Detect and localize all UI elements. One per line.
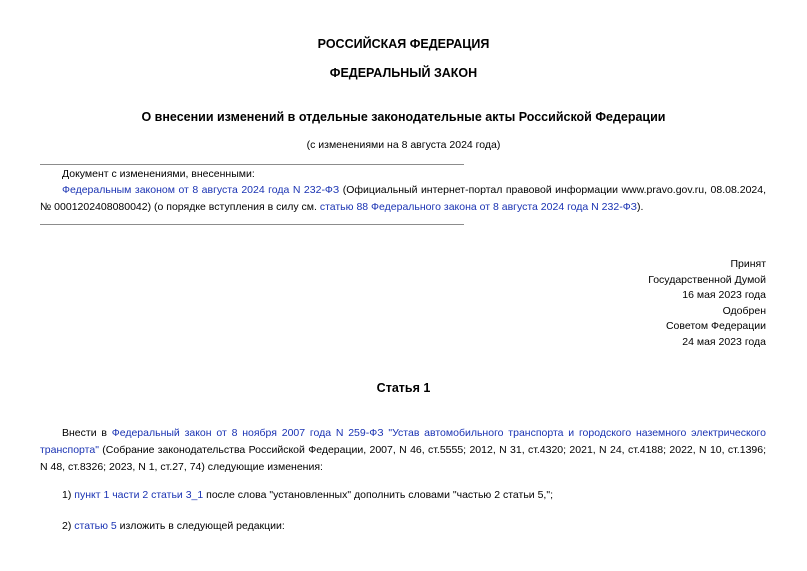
adopted-by: Государственной Думой	[648, 273, 766, 286]
adoption-block	[540, 257, 766, 350]
item-1-text: после слова "установленных" дополнить словами "частью 2 статьи 5,";	[203, 489, 553, 501]
article-item-2	[40, 518, 766, 535]
amending-law-source: (Официальный интернет-портал правовой информации www.pravo.gov.ru, 08.08.2024, № 0001202408080042) (о порядке вступления в силу см.	[40, 184, 766, 213]
approved-date: 24 мая 2023 года	[682, 335, 766, 348]
revision-note: (с изменениями на 8 августа 2024 года)	[306, 139, 501, 151]
amending-law-link[interactable]: Федеральным законом от 8 августа 2024 года N 232-ФЗ	[62, 184, 340, 196]
changes-list-item	[40, 182, 766, 216]
top-divider	[40, 164, 464, 165]
article-item-1	[40, 487, 766, 504]
doc-type-heading: ФЕДЕРАЛЬНЫЙ ЗАКОН	[329, 66, 478, 80]
item-2-link[interactable]: статью 5	[74, 520, 117, 532]
item-2-number: 2)	[62, 520, 75, 532]
changes-tail: ).	[637, 201, 644, 213]
intro-rest: (Собрание законодательства Российской Федерации, 2007, N 46, ст.5555; 2012, N 31, ст.4320; 2021, N 24, ст.4188; 2022, N 10, ст.1396; N 48, ст.8326; 2023, N 1, ст.27, 74) следующие изменения:	[40, 444, 766, 473]
intro-prefix: Внести в	[62, 427, 112, 439]
article-intro	[40, 425, 766, 476]
changes-intro: Документ с изменениями, внесенными:	[62, 168, 255, 180]
item-1-number: 1)	[62, 489, 75, 501]
bottom-divider	[40, 224, 464, 225]
federal-law-259-link[interactable]: Федеральный закон от 8 ноября 2007 года N 259-ФЗ "Устав автомобильного транспорта и городского наземного электрического транспорта"	[40, 427, 766, 456]
item-1-link[interactable]: пункт 1 части 2 статьи 3_1	[74, 489, 204, 501]
entry-into-force-link[interactable]: статью 88 Федерального закона от 8 августа 2024 года N 232-ФЗ	[319, 201, 638, 213]
article-heading: Статья 1	[376, 381, 431, 395]
item-2-text: изложить в следующей редакции:	[116, 520, 285, 532]
approved-label: Одобрен	[722, 304, 766, 317]
approved-by: Советом Федерации	[665, 320, 766, 332]
adopted-date: 16 мая 2023 года	[682, 289, 766, 301]
country-heading: РОССИЙСКАЯ ФЕДЕРАЦИЯ	[317, 37, 490, 51]
adopted-label: Принят	[730, 258, 766, 270]
document-title: О внесении изменений в отдельные законодательные акты Российской Федерации	[141, 110, 666, 124]
